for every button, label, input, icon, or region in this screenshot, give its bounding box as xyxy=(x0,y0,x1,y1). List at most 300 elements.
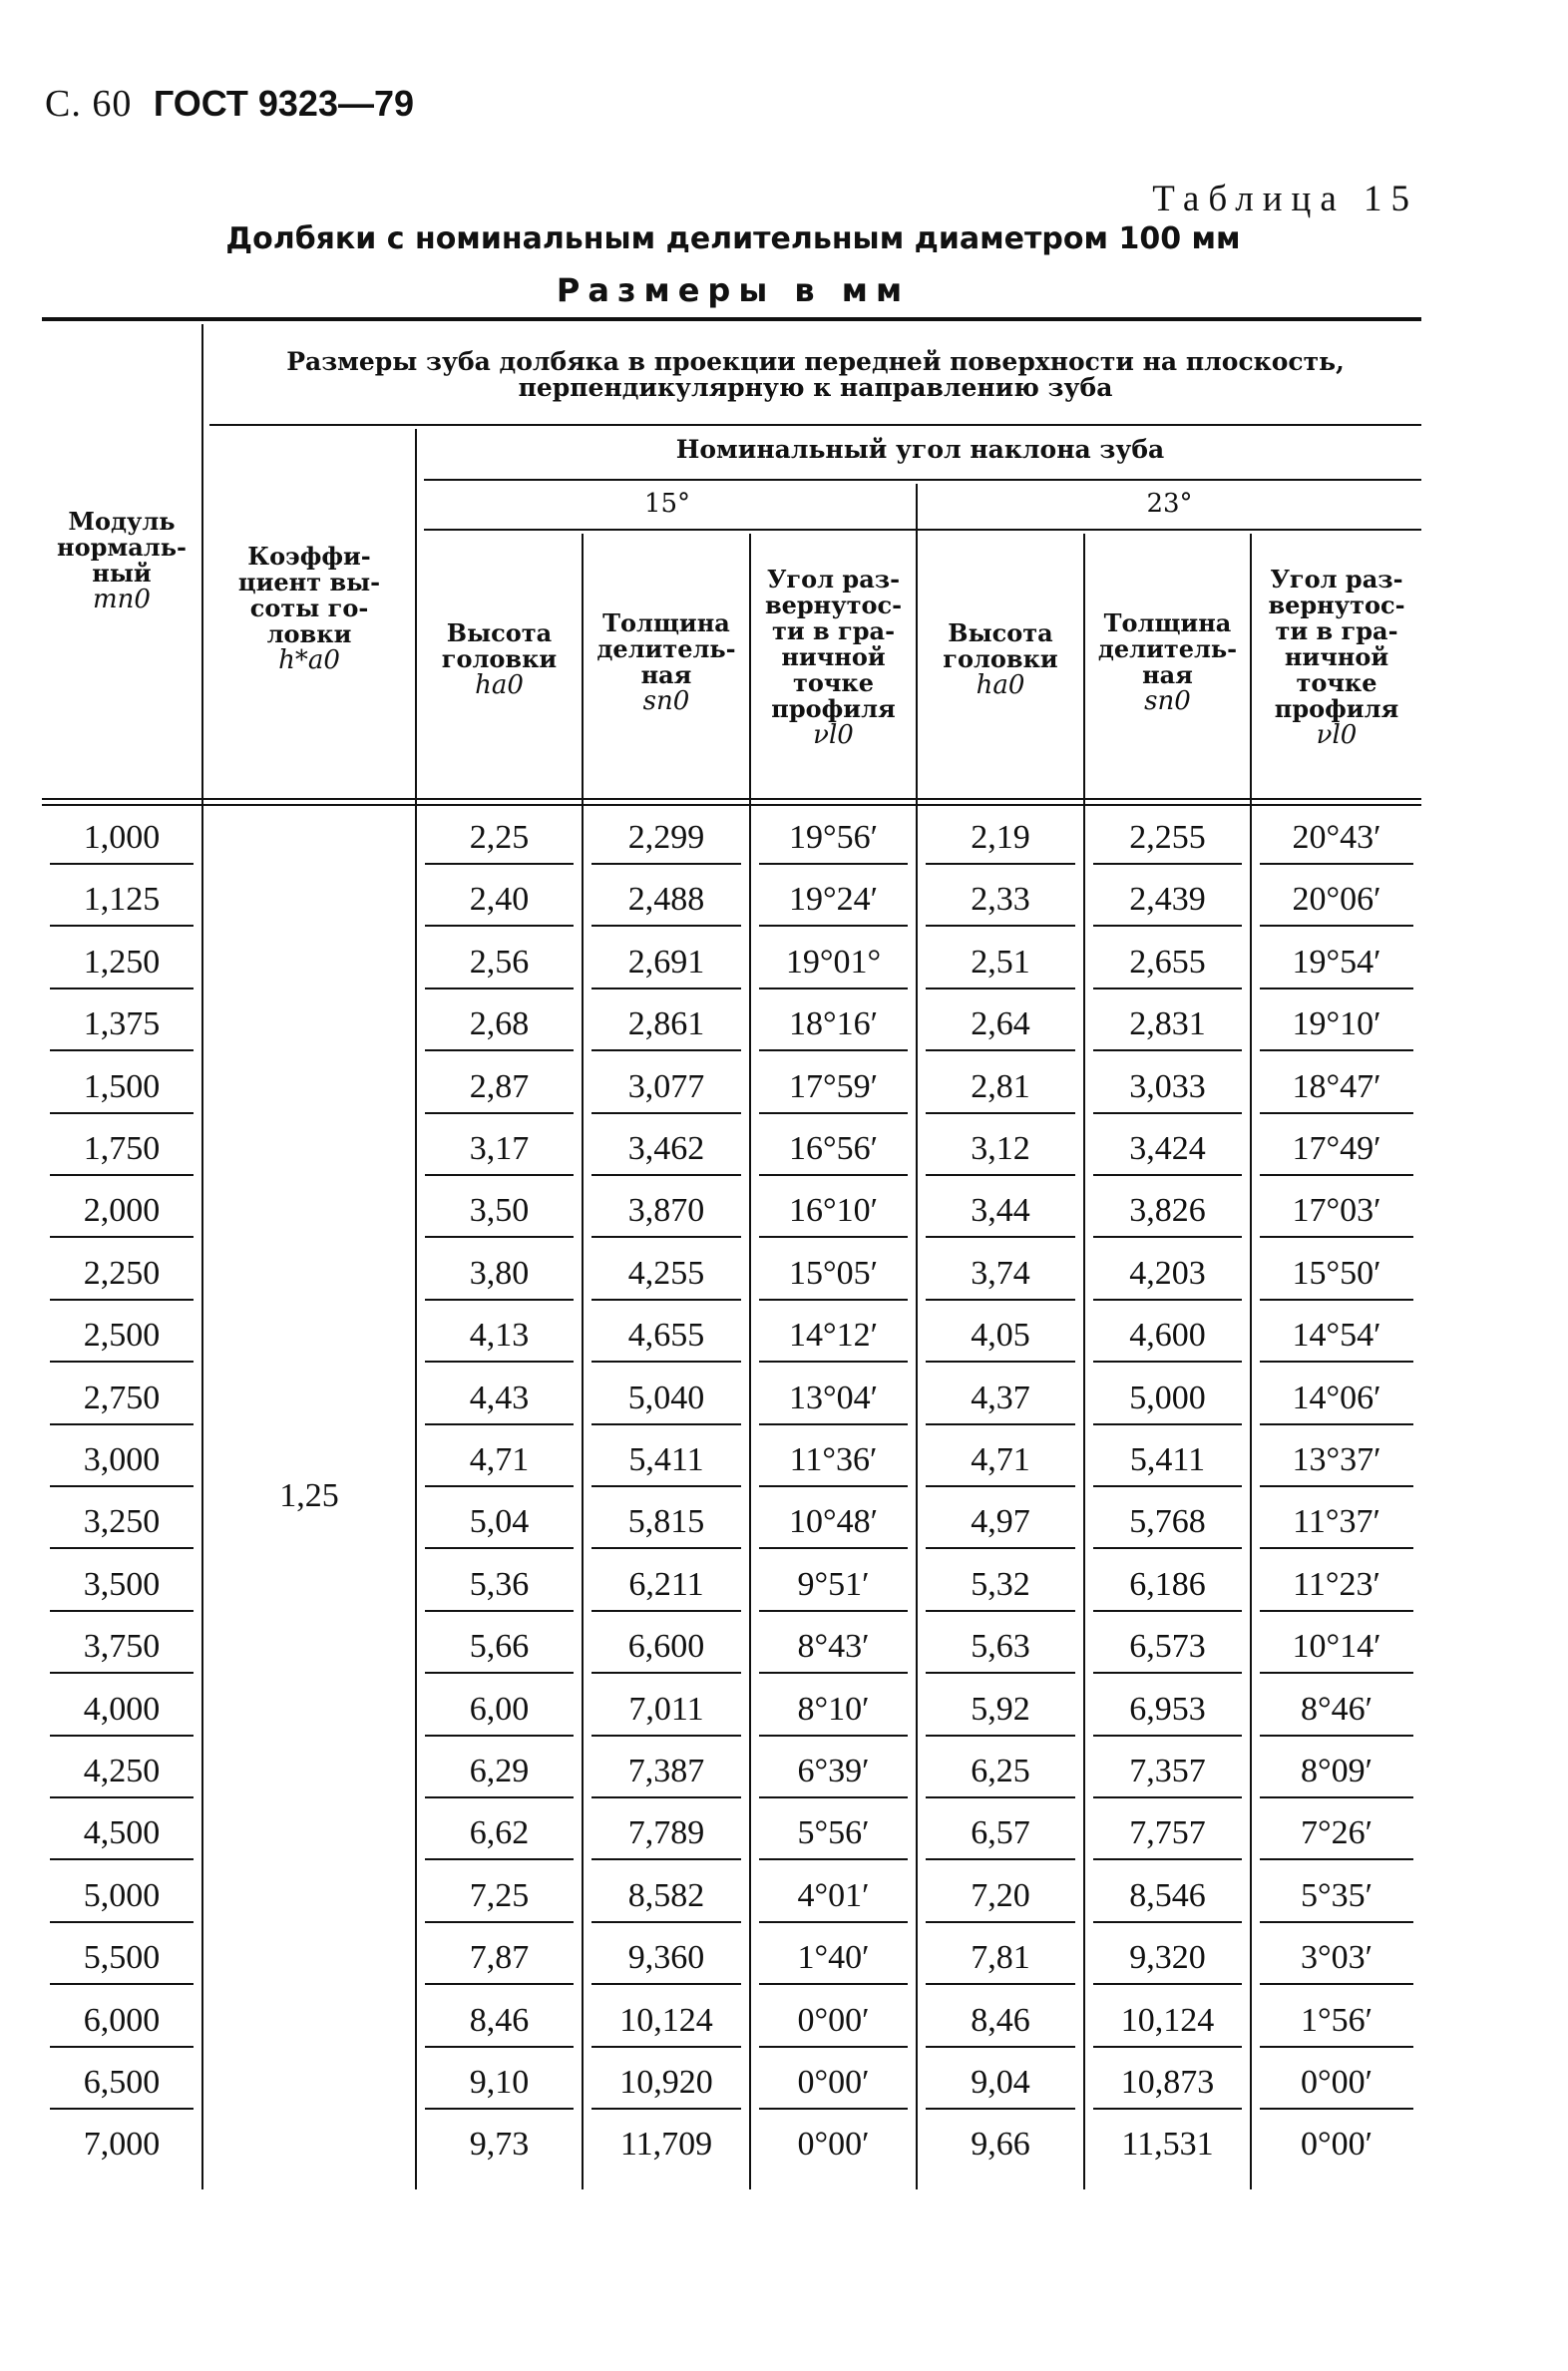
row-underline xyxy=(759,1485,908,1487)
cell-angle-15: 6°39′ xyxy=(797,1753,870,1789)
row-underline xyxy=(425,1174,574,1176)
row-underline xyxy=(1260,988,1413,989)
cell-angle-15: 4°01′ xyxy=(797,1876,870,1914)
cell-thickness-15: 7,387 xyxy=(627,1753,705,1789)
row-underline xyxy=(50,1299,194,1301)
row-underline xyxy=(759,1735,908,1737)
row-underline xyxy=(1260,1735,1413,1737)
page-number: С. 60 xyxy=(45,83,133,125)
row-underline xyxy=(591,2046,741,2048)
row-underline xyxy=(926,863,1075,865)
row-underline xyxy=(926,925,1075,927)
cell-thickness-15: 3,077 xyxy=(627,1067,705,1105)
cell-angle-23: 18°47′ xyxy=(1292,1067,1381,1105)
row-underline xyxy=(50,1485,194,1487)
row-underline xyxy=(926,1921,1075,1923)
row-underline xyxy=(759,1610,908,1612)
row-underline xyxy=(1093,1361,1242,1363)
row-underline xyxy=(50,1112,194,1114)
cell-height-15: 3,17 xyxy=(469,1130,530,1167)
row-underline xyxy=(50,863,194,865)
header-angle-profile-23: Угол раз- вернутос- ти в гра- ничной точке профиля νl0 xyxy=(1268,565,1405,750)
row-underline xyxy=(591,1858,741,1860)
cell-thickness-23: 4,203 xyxy=(1129,1254,1206,1292)
page-header xyxy=(45,82,414,126)
row-underline xyxy=(50,1858,194,1860)
cell-height-23: 9,04 xyxy=(971,2064,1030,2101)
row-underline xyxy=(1093,1112,1242,1114)
cell-module: 3,250 xyxy=(83,1503,161,1541)
cell-thickness-23: 2,255 xyxy=(1129,819,1206,856)
row-underline xyxy=(1260,1610,1413,1612)
cell-height-15: 2,25 xyxy=(469,819,530,856)
row-underline xyxy=(1093,1610,1242,1612)
row-underline xyxy=(50,1735,194,1737)
cell-thickness-23: 6,573 xyxy=(1129,1628,1206,1666)
row-underline xyxy=(425,1423,574,1425)
cell-thickness-15: 5,815 xyxy=(627,1503,705,1541)
row-underline xyxy=(1093,2108,1242,2110)
row-underline xyxy=(591,1735,741,1737)
cell-angle-15: 10°48′ xyxy=(788,1503,879,1541)
cell-thickness-23: 2,439 xyxy=(1129,881,1206,919)
header-thickness-15: Толщина делитель- ная sn0 xyxy=(596,608,736,716)
row-underline xyxy=(926,1983,1075,1985)
table-label: Таблица 15 xyxy=(1152,179,1418,219)
cell-height-15: 5,04 xyxy=(469,1503,530,1541)
cell-thickness-23: 6,953 xyxy=(1129,1690,1206,1728)
cell-height-23: 5,63 xyxy=(971,1628,1030,1666)
row-underline xyxy=(591,1983,741,1985)
cell-thickness-23: 9,320 xyxy=(1129,1939,1206,1977)
row-underline xyxy=(425,1049,574,1051)
row-underline xyxy=(425,2108,574,2110)
cell-module: 6,500 xyxy=(83,2064,161,2101)
cell-angle-23: 10°14′ xyxy=(1292,1628,1381,1666)
row-underline xyxy=(759,1112,908,1114)
row-underline xyxy=(591,925,741,927)
row-underline xyxy=(1093,1299,1242,1301)
row-underline xyxy=(1093,1796,1242,1798)
cell-angle-23: 14°54′ xyxy=(1292,1317,1381,1355)
row-underline xyxy=(425,1672,574,1674)
row-underline xyxy=(1260,1112,1413,1114)
cell-angle-23: 8°46′ xyxy=(1300,1690,1373,1728)
cell-module: 4,000 xyxy=(83,1690,161,1728)
cell-thickness-15: 9,360 xyxy=(627,1939,705,1977)
row-underline xyxy=(1260,863,1413,865)
cell-height-15: 2,68 xyxy=(469,1005,530,1043)
cell-thickness-23: 8,546 xyxy=(1129,1876,1206,1914)
row-underline xyxy=(50,1983,194,1985)
cell-height-15: 9,73 xyxy=(469,2126,530,2164)
row-underline xyxy=(50,2046,194,2048)
cell-angle-15: 14°12′ xyxy=(788,1317,879,1355)
cell-angle-23: 8°09′ xyxy=(1300,1753,1373,1789)
row-underline xyxy=(425,1983,574,1985)
cell-module: 3,500 xyxy=(83,1565,161,1603)
row-underline xyxy=(591,1112,741,1114)
row-underline xyxy=(425,1236,574,1238)
row-underline xyxy=(1260,1236,1413,1238)
row-underline xyxy=(1260,925,1413,927)
row-underline xyxy=(1260,2108,1413,2110)
cell-thickness-15: 6,600 xyxy=(627,1628,705,1666)
header-angle-15: 15° xyxy=(643,489,691,519)
cell-angle-23: 20°06′ xyxy=(1292,881,1381,919)
cell-angle-23: 5°35′ xyxy=(1300,1876,1373,1914)
cell-thickness-15: 5,411 xyxy=(628,1441,704,1478)
header-angle-group: Номинальный угол наклона зуба xyxy=(675,435,1165,464)
row-underline xyxy=(926,2108,1075,2110)
row-underline xyxy=(425,1112,574,1114)
cell-angle-15: 18°16′ xyxy=(788,1005,879,1043)
row-underline xyxy=(1093,988,1242,989)
cell-angle-23: 11°37′ xyxy=(1293,1503,1380,1541)
cell-height-15: 3,80 xyxy=(469,1254,530,1292)
row-underline xyxy=(425,2046,574,2048)
row-underline xyxy=(1260,1921,1413,1923)
row-underline xyxy=(1260,1858,1413,1860)
cell-height-15: 2,56 xyxy=(469,943,530,981)
cell-height-23: 2,33 xyxy=(971,881,1030,919)
header-thickness-23: Толщина делитель- ная sn0 xyxy=(1097,608,1238,716)
header-group-main: Размеры зуба долбяка в проекции передней поверхности на плоскость, перпендикулярную к направлению зуба xyxy=(286,347,1345,402)
row-underline xyxy=(926,1610,1075,1612)
cell-angle-15: 1°40′ xyxy=(797,1939,870,1977)
cell-module: 1,750 xyxy=(83,1130,161,1167)
cell-angle-15: 16°56′ xyxy=(788,1130,879,1167)
table-top-rule xyxy=(42,317,1421,321)
header-module: Модуль нормаль- ный mn0 xyxy=(57,507,187,614)
row-underline xyxy=(425,1361,574,1363)
row-underline xyxy=(1093,1858,1242,1860)
header-bottom-rule-2 xyxy=(42,804,1421,806)
row-underline xyxy=(591,1423,741,1425)
cell-thickness-23: 3,826 xyxy=(1129,1192,1206,1230)
row-underline xyxy=(1093,1547,1242,1549)
row-underline xyxy=(1260,1049,1413,1051)
row-underline xyxy=(1093,1983,1242,1985)
row-underline xyxy=(926,1236,1075,1238)
cell-thickness-23: 2,655 xyxy=(1129,943,1206,981)
cell-thickness-15: 7,789 xyxy=(627,1814,705,1852)
cell-angle-15: 0°00′ xyxy=(797,2126,870,2164)
row-underline xyxy=(591,1049,741,1051)
cell-angle-15: 17°59′ xyxy=(788,1067,879,1105)
cell-thickness-15: 6,211 xyxy=(628,1565,704,1603)
row-underline xyxy=(425,925,574,927)
row-underline xyxy=(759,1174,908,1176)
table-title: Долбяки с номинальным делительным диаметром 100 мм xyxy=(225,221,1241,256)
row-underline xyxy=(425,1299,574,1301)
cell-angle-15: 0°00′ xyxy=(797,2064,870,2101)
cell-thickness-23: 3,033 xyxy=(1129,1067,1206,1105)
row-underline xyxy=(50,1610,194,1612)
row-underline xyxy=(926,1112,1075,1114)
row-underline xyxy=(50,1423,194,1425)
header-coefficient: Коэффи- циент вы- соты го- ловки h*a0 xyxy=(237,542,381,675)
cell-height-15: 9,10 xyxy=(469,2064,530,2101)
cell-module: 7,000 xyxy=(83,2126,161,2164)
row-underline xyxy=(759,1921,908,1923)
row-underline xyxy=(50,1236,194,1238)
header-height-15: Высота головки ha0 xyxy=(441,618,558,700)
cell-height-23: 2,51 xyxy=(971,943,1030,981)
cell-thickness-23: 10,873 xyxy=(1120,2064,1215,2101)
row-underline xyxy=(926,1485,1075,1487)
cell-module: 2,000 xyxy=(83,1192,161,1230)
row-underline xyxy=(50,1174,194,1176)
row-underline xyxy=(591,1174,741,1176)
row-underline xyxy=(591,1361,741,1363)
cell-height-15: 5,66 xyxy=(469,1628,530,1666)
row-underline xyxy=(1260,1485,1413,1487)
cell-height-15: 3,50 xyxy=(469,1192,530,1230)
row-underline xyxy=(50,925,194,927)
row-underline xyxy=(1260,1174,1413,1176)
cell-thickness-23: 5,768 xyxy=(1129,1503,1206,1541)
cell-thickness-23: 11,531 xyxy=(1121,2126,1214,2164)
row-underline xyxy=(759,1049,908,1051)
cell-height-23: 2,81 xyxy=(971,1067,1030,1105)
cell-module: 4,250 xyxy=(83,1753,161,1789)
cell-height-15: 6,29 xyxy=(469,1753,530,1789)
cell-module: 3,000 xyxy=(83,1441,161,1478)
row-underline xyxy=(759,1299,908,1301)
cell-thickness-15: 3,462 xyxy=(627,1130,705,1167)
row-underline xyxy=(591,2108,741,2110)
row-underline xyxy=(425,988,574,989)
row-underline xyxy=(1260,1796,1413,1798)
row-underline xyxy=(425,863,574,865)
row-underline xyxy=(926,1423,1075,1425)
cell-module: 2,750 xyxy=(83,1379,161,1416)
row-underline xyxy=(926,1858,1075,1860)
cell-thickness-23: 3,424 xyxy=(1129,1130,1206,1167)
cell-height-15: 2,40 xyxy=(469,881,530,919)
row-underline xyxy=(50,1921,194,1923)
cell-thickness-23: 5,000 xyxy=(1129,1379,1206,1416)
row-underline xyxy=(591,1485,741,1487)
row-underline xyxy=(50,2108,194,2110)
cell-thickness-15: 2,299 xyxy=(627,819,705,856)
row-underline xyxy=(759,2108,908,2110)
cell-height-15: 4,13 xyxy=(469,1317,530,1355)
cell-height-23: 9,66 xyxy=(971,2126,1030,2164)
cell-height-15: 4,43 xyxy=(469,1379,530,1416)
row-underline xyxy=(1093,1735,1242,1737)
cell-angle-23: 7°26′ xyxy=(1300,1814,1373,1852)
cell-thickness-15: 2,861 xyxy=(627,1005,705,1043)
row-underline xyxy=(759,1423,908,1425)
row-underline xyxy=(591,1299,741,1301)
header-divider-1 xyxy=(209,424,1421,426)
row-underline xyxy=(759,1672,908,1674)
cell-thickness-15: 11,709 xyxy=(619,2126,713,2164)
cell-height-23: 7,20 xyxy=(971,1876,1030,1914)
cell-height-15: 2,87 xyxy=(469,1067,530,1105)
cell-angle-23: 19°54′ xyxy=(1292,943,1381,981)
cell-height-23: 2,64 xyxy=(971,1005,1030,1043)
cell-height-23: 3,74 xyxy=(971,1254,1030,1292)
cell-thickness-23: 2,831 xyxy=(1129,1005,1206,1043)
cell-thickness-15: 4,255 xyxy=(627,1254,705,1292)
row-underline xyxy=(425,1610,574,1612)
row-underline xyxy=(1260,1361,1413,1363)
cell-thickness-23: 6,186 xyxy=(1129,1565,1206,1603)
cell-angle-15: 8°10′ xyxy=(797,1690,870,1728)
row-underline xyxy=(425,1735,574,1737)
row-underline xyxy=(50,1672,194,1674)
cell-angle-15: 19°01° xyxy=(785,943,882,981)
row-underline xyxy=(591,988,741,989)
cell-angle-23: 13°37′ xyxy=(1292,1441,1381,1478)
cell-module: 5,000 xyxy=(83,1876,161,1914)
cell-thickness-15: 2,488 xyxy=(627,881,705,919)
cell-thickness-23: 7,357 xyxy=(1129,1753,1206,1789)
cell-height-23: 6,57 xyxy=(971,1814,1030,1852)
cell-height-15: 6,00 xyxy=(469,1690,530,1728)
row-underline xyxy=(926,2046,1075,2048)
row-underline xyxy=(759,1547,908,1549)
cell-angle-15: 5°56′ xyxy=(797,1814,870,1852)
row-underline xyxy=(1093,2046,1242,2048)
cell-angle-15: 16°10′ xyxy=(788,1192,879,1230)
cell-angle-23: 11°23′ xyxy=(1293,1565,1380,1603)
row-underline xyxy=(425,1547,574,1549)
cell-module: 1,375 xyxy=(83,1005,161,1043)
cell-angle-15: 0°00′ xyxy=(797,2001,870,2039)
row-underline xyxy=(1093,1174,1242,1176)
cell-height-23: 4,05 xyxy=(971,1317,1030,1355)
cell-angle-23: 19°10′ xyxy=(1292,1005,1381,1043)
cell-thickness-23: 7,757 xyxy=(1129,1814,1206,1852)
cell-module: 2,500 xyxy=(83,1317,161,1355)
cell-angle-15: 19°56′ xyxy=(788,819,879,856)
cell-module: 1,250 xyxy=(83,943,161,981)
cell-height-23: 6,25 xyxy=(971,1753,1030,1789)
cell-thickness-23: 5,411 xyxy=(1129,1441,1206,1478)
cell-angle-23: 20°43′ xyxy=(1292,819,1381,856)
row-underline xyxy=(759,2046,908,2048)
row-underline xyxy=(591,1672,741,1674)
row-underline xyxy=(1093,1485,1242,1487)
cell-thickness-15: 5,040 xyxy=(627,1379,705,1416)
cell-thickness-23: 10,124 xyxy=(1120,2001,1215,2039)
cell-angle-15: 13°04′ xyxy=(788,1379,879,1416)
row-underline xyxy=(50,1049,194,1051)
row-underline xyxy=(591,1921,741,1923)
cell-thickness-23: 4,600 xyxy=(1129,1317,1206,1355)
cell-angle-23: 0°00′ xyxy=(1300,2126,1373,2164)
row-underline xyxy=(1260,1423,1413,1425)
row-underline xyxy=(50,1547,194,1549)
cell-angle-23: 3°03′ xyxy=(1300,1939,1373,1977)
row-underline xyxy=(1093,863,1242,865)
cell-height-15: 6,62 xyxy=(469,1814,530,1852)
cell-height-23: 8,46 xyxy=(971,2001,1030,2039)
cell-thickness-15: 8,582 xyxy=(627,1876,705,1914)
cell-height-23: 4,71 xyxy=(971,1441,1030,1478)
cell-angle-23: 0°00′ xyxy=(1300,2064,1373,2101)
cell-height-23: 4,97 xyxy=(971,1503,1030,1541)
row-underline xyxy=(759,1983,908,1985)
cell-module: 1,000 xyxy=(83,819,161,856)
row-underline xyxy=(759,988,908,989)
row-underline xyxy=(926,1299,1075,1301)
cell-module: 1,500 xyxy=(83,1067,161,1105)
row-underline xyxy=(926,1672,1075,1674)
table-units: Размеры в мм xyxy=(556,271,911,309)
row-underline xyxy=(759,925,908,927)
cell-angle-15: 8°43′ xyxy=(797,1628,870,1666)
standard-code: ГОСТ 9323—79 xyxy=(153,83,415,124)
row-underline xyxy=(591,1547,741,1549)
cell-module: 3,750 xyxy=(83,1628,161,1666)
row-underline xyxy=(759,863,908,865)
row-underline xyxy=(591,863,741,865)
header-divider-2 xyxy=(424,479,1421,481)
row-underline xyxy=(425,1796,574,1798)
row-underline xyxy=(1260,1547,1413,1549)
cell-module: 5,500 xyxy=(83,1939,161,1977)
row-underline xyxy=(1093,1423,1242,1425)
cell-height-15: 7,87 xyxy=(469,1939,530,1977)
col-rule-1 xyxy=(201,324,203,2189)
row-underline xyxy=(1260,2046,1413,2048)
cell-height-15: 7,25 xyxy=(469,1876,530,1914)
row-underline xyxy=(926,988,1075,989)
row-underline xyxy=(926,1735,1075,1737)
cell-angle-15: 15°05′ xyxy=(788,1254,879,1292)
cell-height-15: 5,36 xyxy=(469,1565,530,1603)
cell-height-23: 3,44 xyxy=(971,1192,1030,1230)
row-underline xyxy=(926,1174,1075,1176)
cell-thickness-15: 4,655 xyxy=(627,1317,705,1355)
row-underline xyxy=(926,1547,1075,1549)
row-underline xyxy=(759,1858,908,1860)
row-underline xyxy=(1260,1983,1413,1985)
row-underline xyxy=(1093,1672,1242,1674)
cell-thickness-15: 2,691 xyxy=(627,943,705,981)
row-underline xyxy=(1093,925,1242,927)
cell-thickness-15: 10,920 xyxy=(619,2064,713,2101)
cell-thickness-15: 10,124 xyxy=(619,2001,713,2039)
cell-thickness-15: 3,870 xyxy=(627,1192,705,1230)
cell-height-23: 3,12 xyxy=(971,1130,1030,1167)
cell-module: 4,500 xyxy=(83,1814,161,1852)
cell-module: 6,000 xyxy=(83,2001,161,2039)
cell-module: 2,250 xyxy=(83,1254,161,1292)
row-underline xyxy=(591,1236,741,1238)
cell-height-23: 4,37 xyxy=(971,1379,1030,1416)
cell-angle-15: 19°24′ xyxy=(788,881,879,919)
cell-angle-15: 9°51′ xyxy=(797,1565,870,1603)
row-underline xyxy=(759,1796,908,1798)
row-underline xyxy=(759,1361,908,1363)
cell-module: 1,125 xyxy=(83,881,161,919)
header-angle-23: 23° xyxy=(1146,489,1193,519)
header-angle-profile-15: Угол раз- вернутос- ти в гра- ничной точке профиля νl0 xyxy=(764,565,903,750)
row-underline xyxy=(425,1485,574,1487)
cell-height-23: 2,19 xyxy=(971,819,1030,856)
row-underline xyxy=(591,1796,741,1798)
cell-thickness-15: 7,011 xyxy=(628,1690,704,1728)
cell-height-23: 5,32 xyxy=(971,1565,1030,1603)
row-underline xyxy=(759,1236,908,1238)
cell-angle-23: 15°50′ xyxy=(1292,1254,1381,1292)
